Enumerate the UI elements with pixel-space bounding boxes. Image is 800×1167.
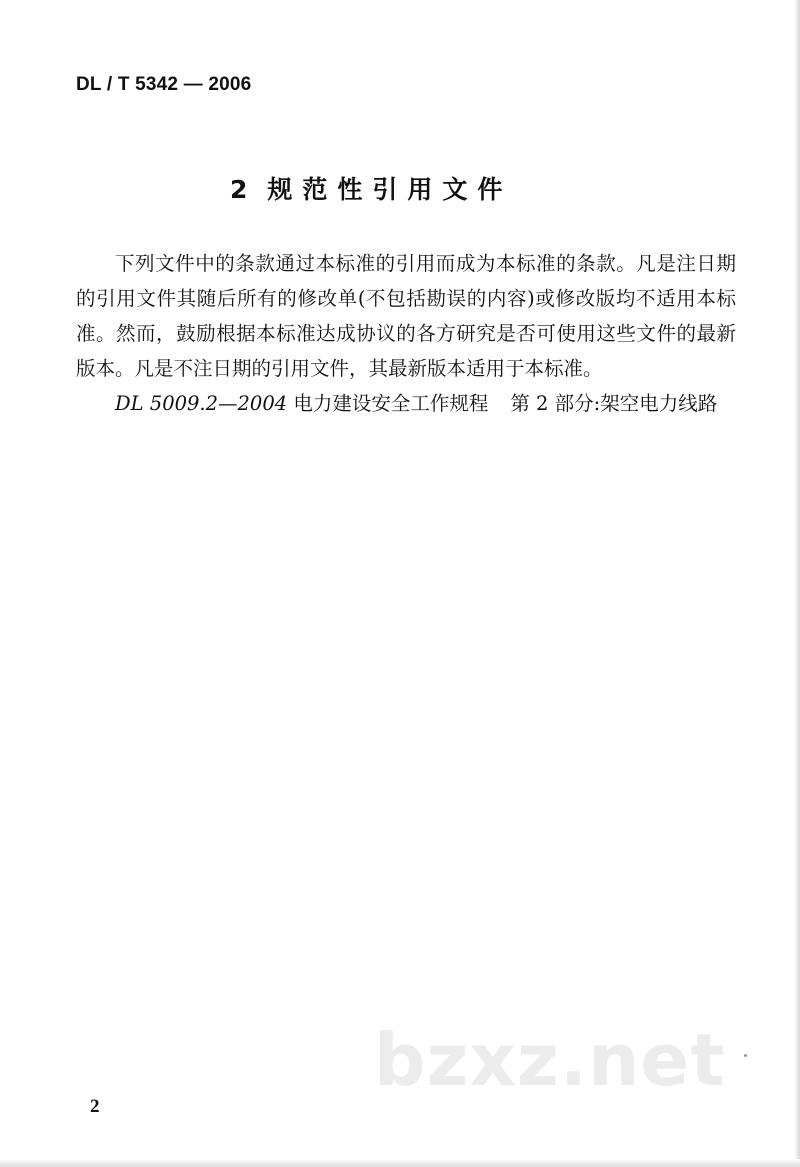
reference-title: 电力建设安全工作规程 (293, 392, 489, 415)
section-title-text: 规范性引用文件 (267, 175, 513, 204)
reference-code: DL 5009.2—2004 (115, 392, 288, 415)
document-code-header: DL / T 5342 — 2006 (76, 74, 252, 95)
reference-part: 第 2 部分:架空电力线路 (510, 392, 718, 415)
normative-paragraph: 下列文件中的条款通过本标准的引用而成为本标准的条款。凡是注日期的引用文件其随后所有的修改单(不包括勘误的内容)或修改版均不适用本标准。然而，鼓励根据本标准达成协议的各方研究是否可使用这些文件的最新版本。凡是不注日期的引用文件，其最新版本适用于本标准。 (76, 252, 736, 380)
page-edge-shadow (794, 0, 800, 1167)
section-heading (230, 170, 512, 206)
page-bottom-shadow (0, 1159, 800, 1167)
section-body (76, 246, 736, 421)
reference-entry (76, 386, 736, 421)
watermark-logo: bzxz.net (374, 1018, 726, 1102)
scan-speck (744, 1054, 747, 1057)
section-number: 2 (230, 175, 248, 204)
page-number: 2 (90, 1096, 100, 1117)
